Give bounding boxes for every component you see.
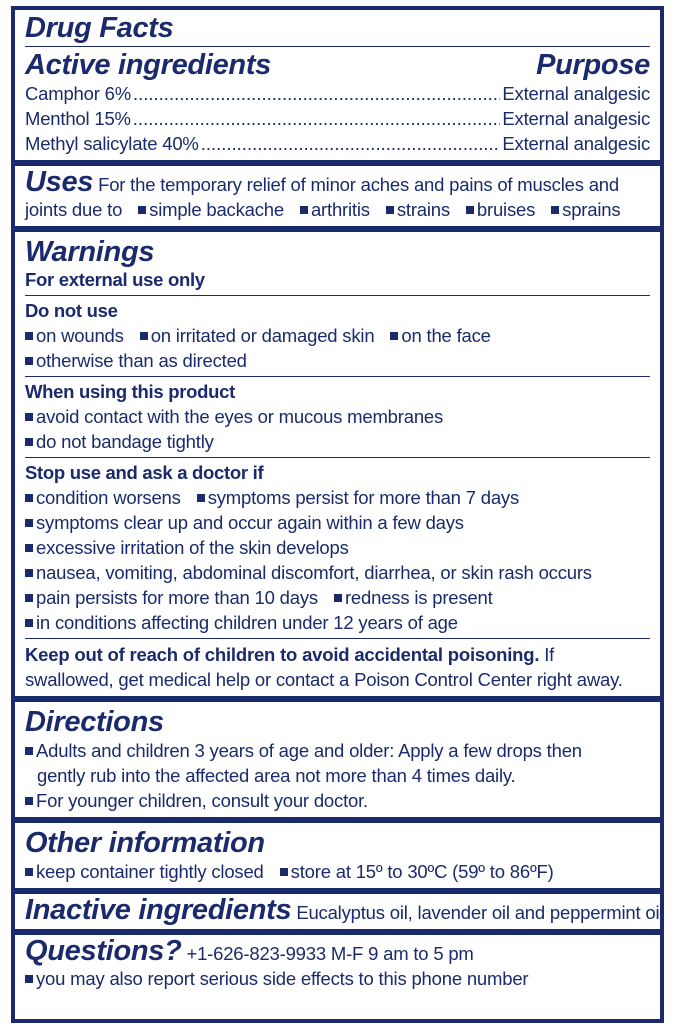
uses-line-2 xyxy=(25,197,650,222)
warning-item: pain persists for more than 10 days xyxy=(25,587,318,608)
uses-item: bruises xyxy=(466,199,535,220)
warning-item: on the face xyxy=(390,325,490,346)
bullet-icon xyxy=(280,868,288,876)
bullet-icon xyxy=(138,206,146,214)
other-information-line xyxy=(25,859,650,884)
bullet-icon xyxy=(25,413,33,421)
stop-use-line xyxy=(25,585,650,610)
other-item: keep container tightly closed xyxy=(25,861,264,882)
uses-item: arthritis xyxy=(300,199,370,220)
do-not-use-line xyxy=(25,348,650,373)
external-use-note: For external use only xyxy=(25,269,205,290)
bullet-icon xyxy=(25,569,33,577)
ingredient-purpose: External analgesic xyxy=(502,83,650,104)
directions-heading: Directions xyxy=(25,706,164,738)
bullet-icon xyxy=(197,494,205,502)
active-ingredients-header xyxy=(25,49,650,81)
uses-item: simple backache xyxy=(138,199,284,220)
warnings-panel xyxy=(15,232,660,696)
ingredient-name: Methyl salicylate 40% xyxy=(25,133,199,154)
bullet-icon xyxy=(25,494,33,502)
leader-dots xyxy=(133,81,500,106)
keep-out-warning: Keep out of reach of children to avoid accidental poisoning. xyxy=(25,644,540,665)
stop-use-line: in conditions affecting children under 12 years of age xyxy=(25,610,650,635)
bullet-icon xyxy=(25,519,33,527)
bullet-icon xyxy=(25,438,33,446)
uses-heading: Uses xyxy=(25,166,94,198)
when-using-heading: When using this product xyxy=(25,381,235,402)
inactive-ingredients-line xyxy=(25,894,664,926)
do-not-use-line xyxy=(25,323,650,348)
section-divider xyxy=(25,638,650,639)
bullet-icon xyxy=(25,332,33,340)
leader-dots xyxy=(133,106,501,131)
ingredient-name: Menthol 15% xyxy=(25,108,131,129)
other-item: store at 15º to 30ºC (59º to 86ºF) xyxy=(280,861,554,882)
bullet-icon xyxy=(300,206,308,214)
keep-out-line-1: Keep out of reach of children to avoid accidental poisoning. If xyxy=(25,644,555,665)
when-using-item: avoid contact with the eyes or mucous membranes xyxy=(25,404,650,429)
bullet-icon xyxy=(25,357,33,365)
active-ingredients-panel xyxy=(15,10,660,160)
inactive-ingredients-text: Eucalyptus oil, lavender oil and peppermint oil xyxy=(296,902,664,923)
warning-item: redness is present xyxy=(334,587,493,608)
bullet-icon xyxy=(551,206,559,214)
ingredient-purpose: External analgesic xyxy=(502,108,650,129)
bullet-icon xyxy=(390,332,398,340)
bullet-icon xyxy=(25,868,33,876)
stop-use-line: symptoms clear up and occur again within a few days xyxy=(25,510,650,535)
directions-item-continued: gently rub into the affected area not more than 4 times daily. xyxy=(37,765,516,786)
directions-panel xyxy=(15,702,660,817)
purpose-heading: Purpose xyxy=(536,49,650,81)
inactive-ingredients-panel xyxy=(15,894,664,929)
section-divider xyxy=(25,295,650,296)
other-information-panel xyxy=(15,823,660,888)
ingredient-purpose: External analgesic xyxy=(502,133,650,154)
directions-item: For younger children, consult your doctor. xyxy=(25,788,650,813)
uses-item: sprains xyxy=(551,199,620,220)
active-ingredients-heading: Active ingredients xyxy=(25,49,271,81)
uses-line-1 xyxy=(25,166,650,198)
bullet-icon xyxy=(25,594,33,602)
ingredient-name: Camphor 6% xyxy=(25,83,131,104)
when-using-item: do not bandage tightly xyxy=(25,429,650,454)
drug-facts-label xyxy=(11,6,664,1023)
bullet-icon xyxy=(334,594,342,602)
section-divider xyxy=(25,376,650,377)
warning-item: otherwise than as directed xyxy=(25,350,247,371)
leader-dots xyxy=(201,131,501,156)
stop-use-line: nausea, vomiting, abdominal discomfort, diarrhea, or skin rash occurs xyxy=(25,560,650,585)
questions-note: you may also report serious side effects to this phone number xyxy=(25,966,650,991)
directions-item: Adults and children 3 years of age and older: Apply a few drops then xyxy=(25,738,650,763)
bullet-icon xyxy=(25,975,33,983)
questions-line xyxy=(25,935,650,967)
bullet-icon xyxy=(25,747,33,755)
uses-panel xyxy=(15,166,660,226)
other-information-heading: Other information xyxy=(25,827,265,859)
warnings-heading: Warnings xyxy=(25,236,155,268)
uses-intro: For the temporary relief of minor aches and pains of muscles and xyxy=(98,174,619,195)
uses-lead: joints due to xyxy=(25,199,123,220)
warning-item: symptoms persist for more than 7 days xyxy=(197,487,519,508)
bullet-icon xyxy=(386,206,394,214)
drug-facts-title: Drug Facts xyxy=(25,12,174,44)
stop-use-line xyxy=(25,485,650,510)
bullet-icon xyxy=(140,332,148,340)
questions-heading: Questions? xyxy=(25,935,182,967)
inactive-ingredients-heading: Inactive ingredients xyxy=(25,894,292,926)
warning-item: condition worsens xyxy=(25,487,181,508)
ingredient-row xyxy=(25,106,650,131)
warning-item: on wounds xyxy=(25,325,124,346)
title-divider xyxy=(25,46,650,47)
stop-use-line: excessive irritation of the skin develops xyxy=(25,535,650,560)
bullet-icon xyxy=(25,544,33,552)
ingredient-row xyxy=(25,131,650,156)
do-not-use-heading: Do not use xyxy=(25,300,118,321)
section-divider xyxy=(25,457,650,458)
questions-phone: +1-626-823-9933 M-F 9 am to 5 pm xyxy=(186,943,474,964)
bullet-icon xyxy=(466,206,474,214)
questions-panel xyxy=(15,935,660,1019)
bullet-icon xyxy=(25,797,33,805)
uses-item: strains xyxy=(386,199,450,220)
ingredient-row xyxy=(25,81,650,106)
stop-use-heading: Stop use and ask a doctor if xyxy=(25,462,264,483)
warning-item: on irritated or damaged skin xyxy=(140,325,375,346)
bullet-icon xyxy=(25,619,33,627)
keep-out-line-2: swallowed, get medical help or contact a Poison Control Center right away. xyxy=(25,669,623,690)
